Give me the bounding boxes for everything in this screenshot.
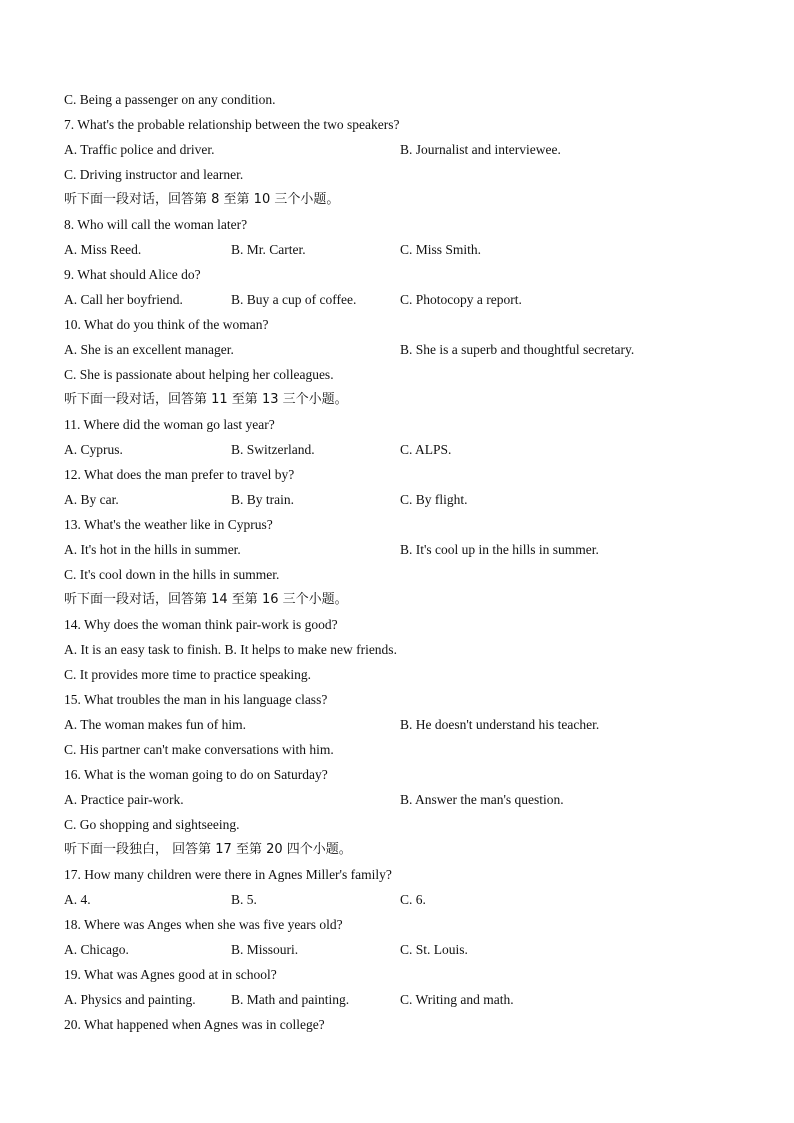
answer-option: A. 4.	[64, 892, 91, 907]
answer-option: B. Answer the man's question.	[400, 792, 564, 807]
question-line: 16. What is the woman going to do on Saturday?	[64, 767, 328, 782]
question-line: 9. What should Alice do?	[64, 267, 201, 282]
section-instruction: 听下面一段独白， 回答第 17 至第 20 四个小题。	[64, 842, 352, 857]
answer-option: C. By flight.	[400, 492, 468, 507]
question-line: C. She is passionate about helping her colleagues.	[64, 367, 334, 382]
answer-option: B. Buy a cup of coffee.	[231, 292, 357, 307]
answer-option: A. Chicago.	[64, 942, 129, 957]
answer-options	[64, 237, 744, 262]
answer-option: A. It's hot in the hills in summer.	[64, 542, 241, 557]
question-line: 14. Why does the woman think pair-work is good?	[64, 617, 338, 632]
answer-option: B. Switzerland.	[231, 442, 315, 457]
question-line: 13. What's the weather like in Cyprus?	[64, 517, 273, 532]
question-line: C. Being a passenger on any condition.	[64, 92, 276, 107]
answer-option: B. He doesn't understand his teacher.	[400, 717, 600, 732]
answer-option: A. Call her boyfriend.	[64, 292, 183, 307]
question-line: 18. Where was Anges when she was five years old?	[64, 917, 343, 932]
answer-options	[64, 712, 744, 737]
section-instruction: 听下面一段对话，回答第 14 至第 16 三个小题。	[64, 592, 348, 607]
section-instruction: 听下面一段对话，回答第 8 至第 10 三个小题。	[64, 192, 340, 207]
section-instruction: 听下面一段对话，回答第 11 至第 13 三个小题。	[64, 392, 348, 407]
answer-option: C. Photocopy a report.	[400, 292, 522, 307]
answer-options	[64, 137, 744, 162]
answer-option: B. Journalist and interviewee.	[400, 142, 561, 157]
answer-option: B. Math and painting.	[231, 992, 350, 1007]
question-line: 20. What happened when Agnes was in college?	[64, 1017, 325, 1032]
answer-options	[64, 537, 744, 562]
answer-option: B. 5.	[231, 892, 257, 907]
answer-option: A. Physics and painting.	[64, 992, 196, 1007]
exam-page	[64, 87, 744, 1037]
question-line: C. Driving instructor and learner.	[64, 167, 244, 182]
question-line: 11. Where did the woman go last year?	[64, 417, 275, 432]
answer-options	[64, 287, 744, 312]
answer-options	[64, 337, 744, 362]
answer-options	[64, 437, 744, 462]
answer-option: C. Writing and math.	[400, 992, 514, 1007]
answer-option: A. Cyprus.	[64, 442, 123, 457]
question-line: 7. What's the probable relationship between the two speakers?	[64, 117, 400, 132]
answer-option: B. She is a superb and thoughtful secretary.	[400, 342, 635, 357]
question-line: 12. What does the man prefer to travel by?	[64, 467, 295, 482]
answer-options	[64, 787, 744, 812]
question-line: A. It is an easy task to finish. B. It helps to make new friends.	[64, 642, 397, 657]
question-line: C. It's cool down in the hills in summer.	[64, 567, 280, 582]
answer-option: A. Traffic police and driver.	[64, 142, 215, 157]
answer-option: A. By car.	[64, 492, 119, 507]
answer-options	[64, 487, 744, 512]
question-line: 10. What do you think of the woman?	[64, 317, 269, 332]
question-line: 8. Who will call the woman later?	[64, 217, 248, 232]
answer-option: B. By train.	[231, 492, 294, 507]
answer-option: B. Missouri.	[231, 942, 299, 957]
answer-options	[64, 887, 744, 912]
answer-options	[64, 987, 744, 1012]
answer-option: B. It's cool up in the hills in summer.	[400, 542, 599, 557]
answer-option: C. ALPS.	[400, 442, 452, 457]
answer-option: C. St. Louis.	[400, 942, 468, 957]
question-line: C. It provides more time to practice speaking.	[64, 667, 312, 682]
answer-option: A. Practice pair-work.	[64, 792, 184, 807]
answer-options	[64, 937, 744, 962]
answer-option: A. Miss Reed.	[64, 242, 142, 257]
question-line: C. His partner can't make conversations with him.	[64, 742, 334, 757]
answer-option: C. Miss Smith.	[400, 242, 482, 257]
question-line: C. Go shopping and sightseeing.	[64, 817, 240, 832]
answer-option: A. The woman makes fun of him.	[64, 717, 246, 732]
answer-option: B. Mr. Carter.	[231, 242, 306, 257]
question-line: 17. How many children were there in Agnes Miller's family?	[64, 867, 392, 882]
question-line: 19. What was Agnes good at in school?	[64, 967, 277, 982]
answer-option: A. She is an excellent manager.	[64, 342, 234, 357]
question-line: 15. What troubles the man in his language class?	[64, 692, 328, 707]
answer-option: C. 6.	[400, 892, 426, 907]
